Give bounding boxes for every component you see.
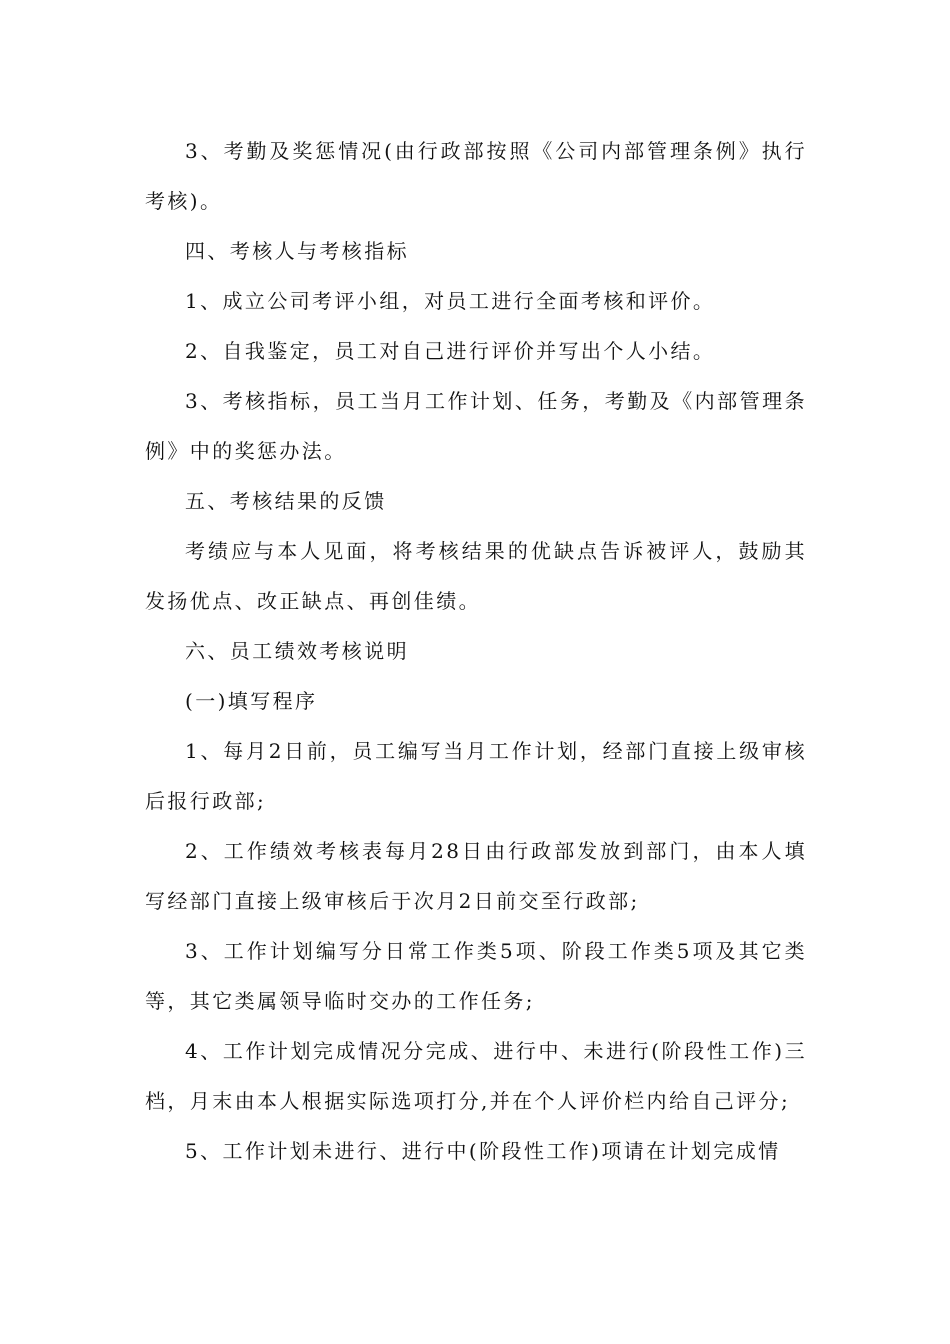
paragraph-procedure-step-2: 2、工作绩效考核表每月28日由行政部发放到部门，由本人填写经部门直接上级审核后于次月2日前交至行政部; — [145, 839, 807, 913]
paragraph-procedure-step-3: 3、工作计划编写分日常工作类5项、阶段工作类5项及其它类等，其它类属领导临时交办的工作任务; — [145, 939, 807, 1013]
section-heading-assessors-indicators: 四、考核人与考核指标 — [185, 239, 409, 263]
paragraph-procedure-step-4: 4、工作计划完成情况分完成、进行中、未进行(阶段性工作)三档，月末由本人根据实际选项打分,并在个人评价栏内给自己评分; — [145, 1039, 807, 1113]
section-heading-explanation: 六、员工绩效考核说明 — [185, 639, 409, 663]
section-heading-feedback: 五、考核结果的反馈 — [185, 489, 387, 513]
subheading-fill-procedure: (一)填写程序 — [185, 689, 318, 713]
paragraph-self-evaluation: 2、自我鉴定，员工对自己进行评价并写出个人小结。 — [185, 339, 716, 363]
paragraph-procedure-step-5: 5、工作计划未进行、进行中(阶段性工作)项请在计划完成情 — [185, 1139, 781, 1163]
document-body — [145, 126, 807, 1176]
paragraph-assessment-team: 1、成立公司考评小组，对员工进行全面考核和评价。 — [185, 289, 716, 313]
paragraph-assessment-indicators: 3、考核指标，员工当月工作计划、任务，考勤及《内部管理条例》中的奖惩办法。 — [145, 389, 807, 463]
paragraph-procedure-step-1: 1、每月2日前，员工编写当月工作计划，经部门直接上级审核后报行政部; — [145, 739, 807, 813]
paragraph-attendance-rewards: 3、考勤及奖惩情况(由行政部按照《公司内部管理条例》执行考核)。 — [145, 139, 807, 213]
paragraph-feedback-content: 考绩应与本人见面，将考核结果的优缺点告诉被评人，鼓励其发扬优点、改正缺点、再创佳绩。 — [145, 539, 807, 613]
